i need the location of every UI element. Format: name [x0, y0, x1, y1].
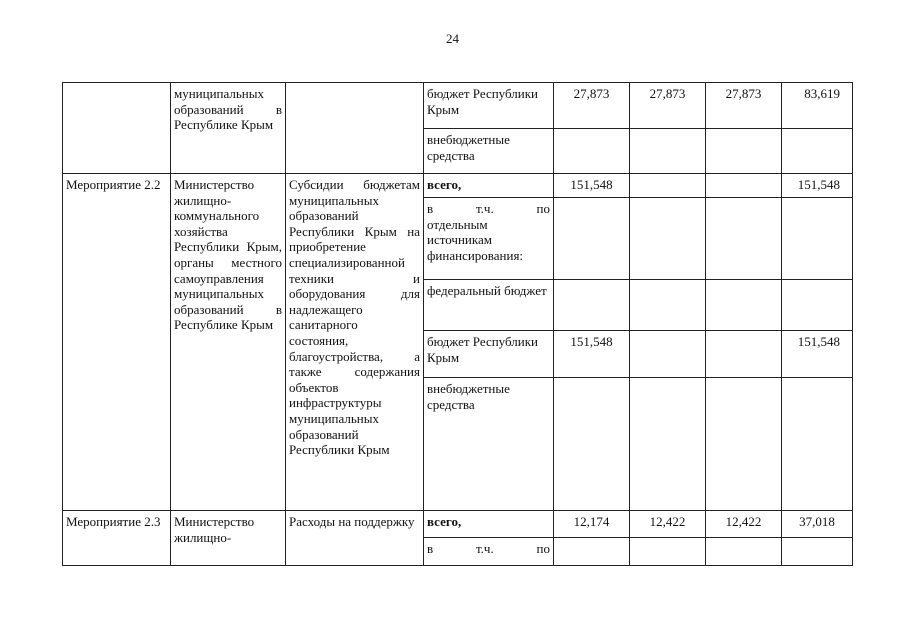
- value-cell: [630, 331, 706, 378]
- value-cell: [706, 198, 782, 280]
- value-cell: [706, 378, 782, 511]
- value-cell: [630, 378, 706, 511]
- executor-cell: Министерство жилищно-коммунального хозяйства Республики Крым, органы местного самоуправления муниципальных образований в Республике Крым: [171, 174, 286, 511]
- source-cell: федеральный бюджет: [424, 280, 554, 331]
- total-cell: 151,548: [782, 331, 853, 378]
- value-cell: [630, 538, 706, 566]
- executor-cell: Министерство жилищно-: [171, 511, 286, 566]
- total-label-cell: всего,: [424, 174, 554, 198]
- source-cell: [424, 538, 554, 566]
- total-cell: 37,018: [782, 511, 853, 538]
- total-cell: 151,548: [782, 174, 853, 198]
- value-cell: 27,873: [554, 83, 630, 129]
- value-cell: [554, 538, 630, 566]
- value-cell: [630, 198, 706, 280]
- source-cell: внебюджетные средства: [424, 129, 554, 174]
- event-cell: Мероприятие 2.3: [63, 511, 171, 566]
- description-cell: Расходы на поддержку: [286, 511, 424, 566]
- value-cell: [706, 129, 782, 174]
- source-cell: в т.ч. по отдельным источникам финансирования:: [424, 198, 554, 280]
- total-cell: 83,619: [782, 83, 853, 129]
- event-cell: Мероприятие 2.2: [63, 174, 171, 511]
- executor-cell: муниципальных образований в Республике Крым: [171, 83, 286, 174]
- value-cell: 151,548: [554, 174, 630, 198]
- value-cell: [630, 129, 706, 174]
- value-cell: [706, 331, 782, 378]
- value-cell: [706, 280, 782, 331]
- value-cell: 27,873: [706, 83, 782, 129]
- total-cell: [782, 538, 853, 566]
- budget-table: [62, 82, 853, 566]
- value-cell: 12,422: [706, 511, 782, 538]
- value-cell: [706, 174, 782, 198]
- table-row: [63, 83, 853, 129]
- total-label-cell: всего,: [424, 511, 554, 538]
- value-cell: [630, 174, 706, 198]
- source-cell: бюджет Республики Крым: [424, 331, 554, 378]
- value-cell: [554, 198, 630, 280]
- event-cell: [63, 83, 171, 174]
- table-row: [63, 174, 853, 198]
- incl-line: в т.ч. по: [427, 541, 550, 556]
- total-cell: [782, 129, 853, 174]
- incl-line: в т.ч. по: [427, 201, 550, 216]
- total-cell: [782, 198, 853, 280]
- value-cell: [706, 538, 782, 566]
- total-cell: [782, 378, 853, 511]
- source-cell: внебюджетные средства: [424, 378, 554, 511]
- value-cell: [554, 129, 630, 174]
- total-cell: [782, 280, 853, 331]
- value-cell: 12,422: [630, 511, 706, 538]
- page-number: 24: [446, 31, 459, 46]
- description-cell: [286, 83, 424, 174]
- table-row: [63, 511, 853, 538]
- source-cell: бюджет Республики Крым: [424, 83, 554, 129]
- value-cell: 151,548: [554, 331, 630, 378]
- value-cell: [554, 280, 630, 331]
- value-cell: 27,873: [630, 83, 706, 129]
- description-cell: Субсидии бюджетам муниципальных образований Республики Крым на приобретение специализированной техники и оборудования для надлежащего санитарного состояния, благоустройства, а также содержания объектов инфраструктуры муниципальных образований Республики Крым: [286, 174, 424, 511]
- value-cell: [630, 280, 706, 331]
- value-cell: [554, 378, 630, 511]
- value-cell: 12,174: [554, 511, 630, 538]
